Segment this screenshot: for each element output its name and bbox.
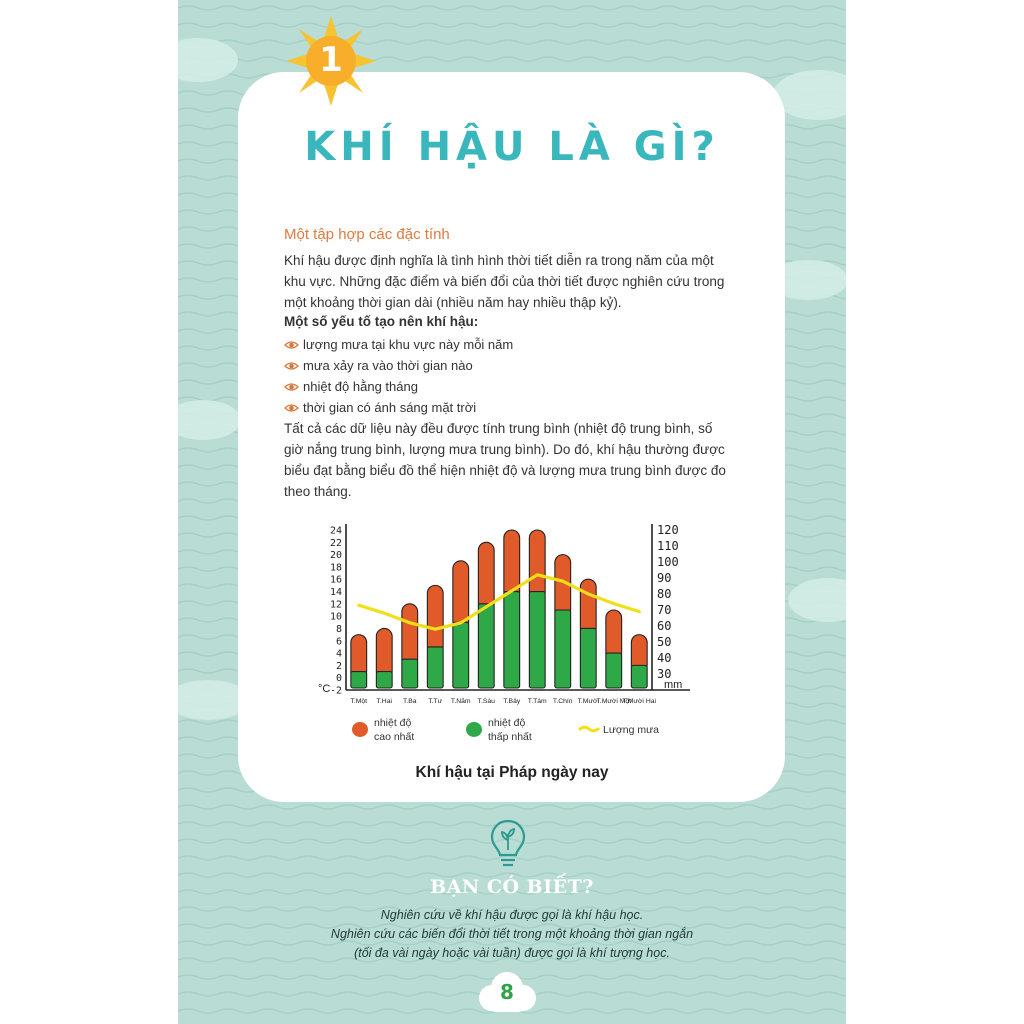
legend-swatch-high <box>352 722 368 737</box>
bar-high-temp <box>478 542 494 611</box>
intro-line: Khí hậu được định nghĩa là tình hình thời tiết diễn ra trong năm của một <box>284 253 714 268</box>
left-tick-label: 2 <box>335 660 342 672</box>
did-you-know-line: (tối đa vài ngày hoặc vài tuần) được gọi là khí tượng học. <box>354 946 670 960</box>
list-item-label: thời gian có ánh sáng mặt trời <box>303 400 477 415</box>
x-tick-label: T.Tư <box>428 698 443 705</box>
right-tick-label: 40 <box>657 651 672 665</box>
x-tick-label: T.Tám <box>527 698 547 705</box>
did-you-know-line: Nghiên cứu các biến đổi thời tiết trong một khoảng thời gian ngắn <box>330 927 694 941</box>
section-heading: Một tập hợp các đặc tính <box>284 226 450 243</box>
list-item <box>284 355 513 376</box>
left-tick-label: 22 <box>329 537 342 549</box>
factors-list <box>284 334 513 418</box>
bar-low-temp <box>478 604 494 688</box>
bar-low-temp <box>606 653 622 688</box>
eye-icon <box>284 382 299 392</box>
eye-icon <box>284 403 299 413</box>
bar-high-temp <box>402 604 418 667</box>
x-tick-label: T.Mười <box>577 698 599 705</box>
wave-line <box>178 941 846 945</box>
left-tick-label: 0 <box>335 673 342 685</box>
lightbulb-icon <box>488 818 528 870</box>
left-tick-label: 12 <box>329 599 342 611</box>
bar-high-temp <box>555 555 571 618</box>
x-tick-label: T.Mười Một <box>596 698 632 705</box>
x-tick-label: T.Sáu <box>477 698 495 705</box>
list-item-label: mưa xảy ra vào thời gian nào <box>303 358 473 373</box>
left-tick-label: 10 <box>329 611 342 623</box>
bar-low-temp <box>555 610 571 688</box>
legend-label: thấp nhất <box>488 731 532 743</box>
bar-high-temp <box>529 530 545 599</box>
bar-low-temp <box>529 592 545 688</box>
eye-icon <box>284 361 299 371</box>
wave-line <box>178 57 846 61</box>
left-tick-label: 20 <box>329 550 342 562</box>
eye-icon <box>284 340 299 350</box>
x-tick-label: T.Bảy <box>503 698 521 705</box>
x-tick-label: T.Một <box>350 698 368 705</box>
summary-paragraph <box>284 418 754 502</box>
bar-low-temp <box>504 592 520 688</box>
factors-heading: Một số yếu tố tạo nên khí hậu: <box>284 314 479 329</box>
x-tick-label: T.Mười Hai <box>622 698 657 705</box>
bar-low-temp <box>351 672 367 688</box>
list-item <box>284 397 513 418</box>
wave-line <box>178 40 846 44</box>
bar-high-temp <box>427 585 443 654</box>
right-unit-label: mm <box>664 679 683 691</box>
left-tick-label: 16 <box>329 574 342 586</box>
legend-item-rain: Lượng mưa <box>603 724 659 736</box>
page-number: 8 <box>500 980 514 1004</box>
legend-swatch-low <box>466 722 482 737</box>
summary-line: Tất cả các dữ liệu này đều được tính trung bình (nhiệt độ trung bình, số <box>284 421 713 436</box>
wave-line <box>178 805 846 809</box>
left-tick-label: 6 <box>335 636 342 648</box>
right-tick-label: 90 <box>657 571 672 585</box>
bar-high-temp <box>580 579 596 636</box>
left-unit-label: °C <box>318 683 331 695</box>
bar-low-temp <box>427 647 443 688</box>
right-tick-label: 50 <box>657 635 672 649</box>
legend-label: cao nhất <box>374 731 415 743</box>
x-tick-label: T.Năm <box>450 698 471 705</box>
did-you-know-line: Nghiên cứu về khí hậu được gọi là khí hậu học. <box>380 908 644 922</box>
list-item <box>284 334 513 355</box>
summary-line: theo tháng. <box>284 484 352 499</box>
climate-chart <box>316 518 706 714</box>
bar-low-temp <box>376 672 392 688</box>
bar-low-temp <box>402 659 418 688</box>
right-tick-label: 70 <box>657 603 672 617</box>
legend-swatch-rain <box>578 724 600 734</box>
summary-line: giờ nắng trung bình, lượng mưa trung bình). Do đó, khí hậu thường được <box>284 442 725 457</box>
summary-line: biểu đạt bằng biểu đồ thể hiện nhiệt độ và lượng mưa trung bình được đo <box>284 463 726 478</box>
bar-low-temp <box>631 665 647 688</box>
x-tick-label: T.Ba <box>402 698 417 705</box>
legend-label: nhiệt độ <box>374 717 412 729</box>
intro-paragraph <box>284 250 754 313</box>
bar-low-temp <box>580 628 596 688</box>
wave-line <box>178 23 846 27</box>
wave-line <box>178 6 846 10</box>
chapter-number: 1 <box>319 40 343 80</box>
right-tick-label: 120 <box>657 523 679 537</box>
did-you-know-title: BẠN CÓ BIẾT? <box>430 876 594 898</box>
x-tick-label: T.Hai <box>376 698 392 705</box>
right-tick-label: 100 <box>657 555 679 569</box>
right-tick-label: 110 <box>657 539 679 553</box>
rainfall-line <box>359 575 640 629</box>
right-tick-label: 60 <box>657 619 672 633</box>
left-tick-label: 14 <box>329 587 342 599</box>
left-tick-label: 24 <box>329 525 342 537</box>
left-tick-label: 8 <box>335 623 342 635</box>
list-item-label: nhiệt độ hằng tháng <box>303 379 418 394</box>
x-tick-label: T.Chín <box>552 698 573 705</box>
list-item-label: lượng mưa tại khu vực này mỗi năm <box>303 337 514 352</box>
left-tick-label: 4 <box>335 648 342 660</box>
page-title: KHÍ HẬU LÀ GÌ? <box>304 124 720 170</box>
right-tick-label: 30 <box>657 667 672 681</box>
legend-label: nhiệt độ <box>488 717 526 729</box>
left-tick-label: -2 <box>329 685 342 697</box>
intro-line: khu vực. Những đặc điểm và biến đổi của thời tiết được nghiên cứu trong <box>284 274 725 289</box>
left-tick-label: 18 <box>329 562 342 574</box>
chart-caption: Khí hậu tại Pháp ngày nay <box>415 764 609 781</box>
legend-item-low <box>488 716 532 744</box>
list-item <box>284 376 513 397</box>
bar-low-temp <box>453 622 469 688</box>
right-tick-label: 80 <box>657 587 672 601</box>
legend-item-high <box>374 716 414 744</box>
intro-line: một khoảng thời gian dài (nhiều năm hay nhiều thập kỷ). <box>284 295 622 310</box>
